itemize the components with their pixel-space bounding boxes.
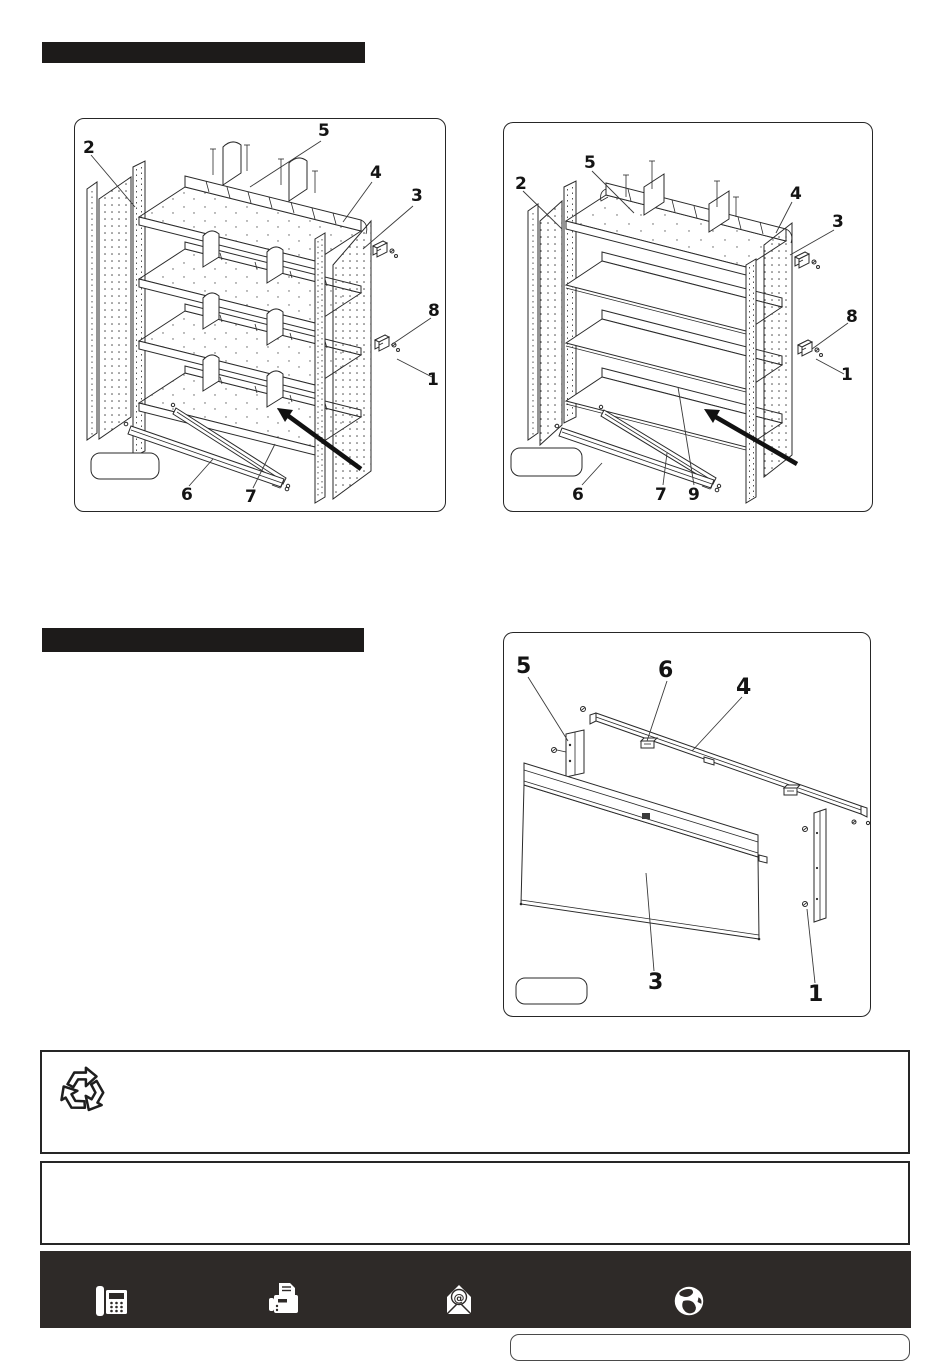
callout-1: 1: [808, 982, 824, 1007]
section-header-bar-2: [42, 628, 364, 652]
assembly-diagram-3-drawing: [504, 633, 870, 1015]
callout-1: 1: [427, 370, 439, 390]
right-pegboard-panel: [764, 223, 792, 477]
left-back-upright: [87, 182, 97, 440]
callout-1: 1: [841, 365, 853, 385]
clip-bracket-top: [373, 241, 398, 258]
callout-3: 3: [648, 970, 664, 995]
callout-9: 9: [688, 485, 700, 505]
callout-6: 6: [181, 485, 193, 505]
right-post: [315, 233, 325, 503]
notes-box: [40, 1161, 910, 1245]
footer-note-box: [510, 1334, 910, 1361]
at-symbol: @: [453, 1291, 465, 1305]
diagram-label-box: [91, 453, 159, 479]
callout-2: 2: [515, 174, 527, 194]
fax-icon: [265, 1281, 305, 1325]
bracket-5: [552, 730, 585, 777]
rear-panel: [520, 763, 767, 940]
left-pegboard-panel: [99, 177, 131, 439]
clip-bracket-bottom: [798, 340, 823, 357]
section-header-bar-1: [42, 42, 365, 63]
callout-3: 3: [411, 186, 423, 206]
callout-8: 8: [846, 307, 858, 327]
side-strip-1: [803, 809, 827, 922]
globe-icon: [670, 1282, 708, 1324]
callout-3: 3: [832, 212, 844, 232]
callout-5: 5: [318, 121, 330, 141]
callout-4: 4: [370, 163, 382, 183]
callout-8: 8: [428, 301, 440, 321]
email-at-envelope-icon: [439, 1281, 479, 1325]
assembly-diagram-1-drawing: [75, 119, 445, 510]
callout-4: 4: [736, 675, 752, 700]
right-pegboard-panel: [333, 221, 371, 499]
callout-5: 5: [516, 654, 532, 679]
diagram-label-box: [516, 978, 587, 1004]
callout-7: 7: [245, 487, 257, 507]
callout-2: 2: [83, 138, 95, 158]
callout-6: 6: [572, 485, 584, 505]
recycle-icon: [54, 1060, 112, 1122]
assembly-diagram-2: [503, 122, 873, 512]
clip-bracket-top: [795, 252, 820, 269]
callout-6: 6: [658, 658, 674, 683]
assembly-diagram-2-drawing: [504, 123, 872, 510]
assembly-diagram-3: [503, 632, 871, 1017]
footer-contact-bar: [40, 1251, 911, 1328]
recycle-info-box: [40, 1050, 910, 1154]
right-post: [746, 259, 756, 503]
callout-7: 7: [655, 485, 667, 505]
top-tray: [566, 161, 792, 275]
left-back-upright: [528, 204, 538, 440]
assembly-diagram-1: [74, 118, 446, 512]
diagram-label-box: [511, 448, 582, 476]
telephone-icon: [92, 1281, 132, 1325]
clip-bracket-bottom: [375, 335, 400, 352]
callout-4: 4: [790, 184, 802, 204]
callout-5: 5: [584, 153, 596, 173]
left-post: [133, 161, 145, 457]
left-pegboard-panel: [540, 201, 562, 445]
clip-6a: [641, 738, 657, 748]
